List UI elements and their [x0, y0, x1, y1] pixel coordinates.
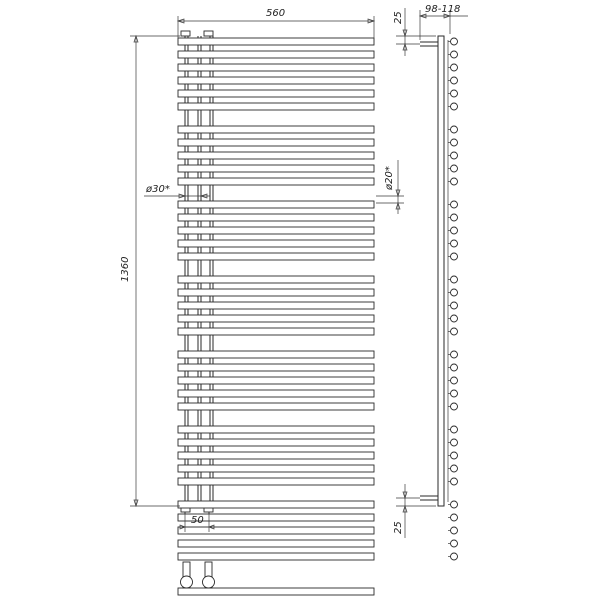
depth-dimension — [420, 4, 468, 40]
bottom-offset-dimension — [393, 484, 436, 538]
top-view — [178, 562, 374, 595]
bar-end-circle — [451, 38, 458, 45]
bar-end-circle — [451, 501, 458, 508]
height-label: 1360 — [120, 256, 131, 282]
bar-end-circle — [451, 426, 458, 433]
bar-end-circle — [451, 289, 458, 296]
top-right-cap — [204, 31, 213, 36]
bar-end-circle — [451, 514, 458, 521]
bar-end-circle — [451, 465, 458, 472]
bar-end-circle — [451, 553, 458, 560]
bar-end-circle — [451, 126, 458, 133]
bar-end-circle — [451, 253, 458, 260]
horizontal-bar — [178, 439, 374, 446]
height-dimension — [120, 36, 180, 506]
horizontal-bar — [178, 139, 374, 146]
horizontal-bar — [178, 152, 374, 159]
bar-end-circle — [451, 152, 458, 159]
horizontal-bar — [178, 452, 374, 459]
bar-end-circle — [451, 103, 458, 110]
bar-end-circles — [448, 38, 458, 560]
horizontal-bar — [178, 178, 374, 185]
width-dimension — [178, 8, 374, 42]
horizontal-bar — [178, 103, 374, 110]
horizontal-bar — [178, 51, 374, 58]
horizontal-bar — [178, 426, 374, 433]
bar-end-circle — [451, 478, 458, 485]
bar-end-circle — [451, 328, 458, 335]
horizontal-bar — [178, 540, 374, 547]
bar-end-circle — [451, 240, 458, 247]
top-view-left-collector — [181, 576, 193, 588]
collector-diameter-label: ø30* — [146, 184, 170, 195]
bar-end-circle — [451, 64, 458, 71]
bar-end-circle — [451, 315, 458, 322]
bar-diameter-label: ø20* — [384, 166, 395, 190]
horizontal-bar — [178, 240, 374, 247]
horizontal-bar — [178, 90, 374, 97]
bar-end-circle — [451, 90, 458, 97]
bar-end-circle — [451, 527, 458, 534]
bar-end-circle — [451, 77, 458, 84]
top-offset-label: 25 — [393, 11, 404, 24]
horizontal-bar — [178, 377, 374, 384]
bar-end-circle — [451, 139, 458, 146]
horizontal-bar — [178, 289, 374, 296]
bar-end-circle — [451, 227, 458, 234]
horizontal-bar — [178, 302, 374, 309]
depth-label: 98-118 — [425, 4, 461, 15]
horizontal-bar — [178, 351, 374, 358]
bar-end-circle — [451, 276, 458, 283]
bar-diameter-dimension — [376, 160, 404, 214]
horizontal-bar — [178, 64, 374, 71]
horizontal-bar — [178, 465, 374, 472]
width-label: 560 — [266, 8, 286, 19]
bar-end-circle — [451, 377, 458, 384]
pipe-spacing-label: 50 — [191, 515, 204, 526]
horizontal-bar — [178, 553, 374, 560]
horizontal-bar — [178, 165, 374, 172]
bar-end-circle — [451, 51, 458, 58]
horizontal-bar — [178, 514, 374, 521]
horizontal-bar — [178, 214, 374, 221]
bar-end-circle — [451, 540, 458, 547]
horizontal-bars — [178, 38, 374, 560]
bar-end-circle — [451, 403, 458, 410]
horizontal-bar — [178, 315, 374, 322]
front-view — [178, 31, 374, 560]
bar-end-circle — [451, 364, 458, 371]
horizontal-bar — [178, 38, 374, 45]
top-offset-dimension — [393, 8, 436, 56]
bar-end-circle — [451, 214, 458, 221]
horizontal-bar — [178, 478, 374, 485]
top-left-cap — [181, 31, 190, 36]
top-view-right-collector — [203, 576, 215, 588]
horizontal-bar — [178, 253, 374, 260]
bar-end-circle — [451, 165, 458, 172]
bar-end-circle — [451, 351, 458, 358]
horizontal-bar — [178, 364, 374, 371]
top-view-bar — [178, 588, 374, 595]
collector-diameter-dimension — [144, 184, 210, 198]
bar-end-circle — [451, 390, 458, 397]
bar-end-circle — [451, 178, 458, 185]
horizontal-bar — [178, 501, 374, 508]
side-frame — [438, 36, 444, 506]
bar-end-circle — [451, 201, 458, 208]
horizontal-bar — [178, 276, 374, 283]
bottom-offset-label: 25 — [393, 521, 404, 534]
horizontal-bar — [178, 126, 374, 133]
horizontal-bar — [178, 227, 374, 234]
horizontal-bar — [178, 328, 374, 335]
bar-end-circle — [451, 452, 458, 459]
horizontal-bar — [178, 77, 374, 84]
horizontal-bar — [178, 201, 374, 208]
bar-end-circle — [451, 439, 458, 446]
horizontal-bar — [178, 527, 374, 534]
horizontal-bar — [178, 403, 374, 410]
bar-end-circle — [451, 302, 458, 309]
horizontal-bar — [178, 390, 374, 397]
side-view — [420, 36, 458, 560]
